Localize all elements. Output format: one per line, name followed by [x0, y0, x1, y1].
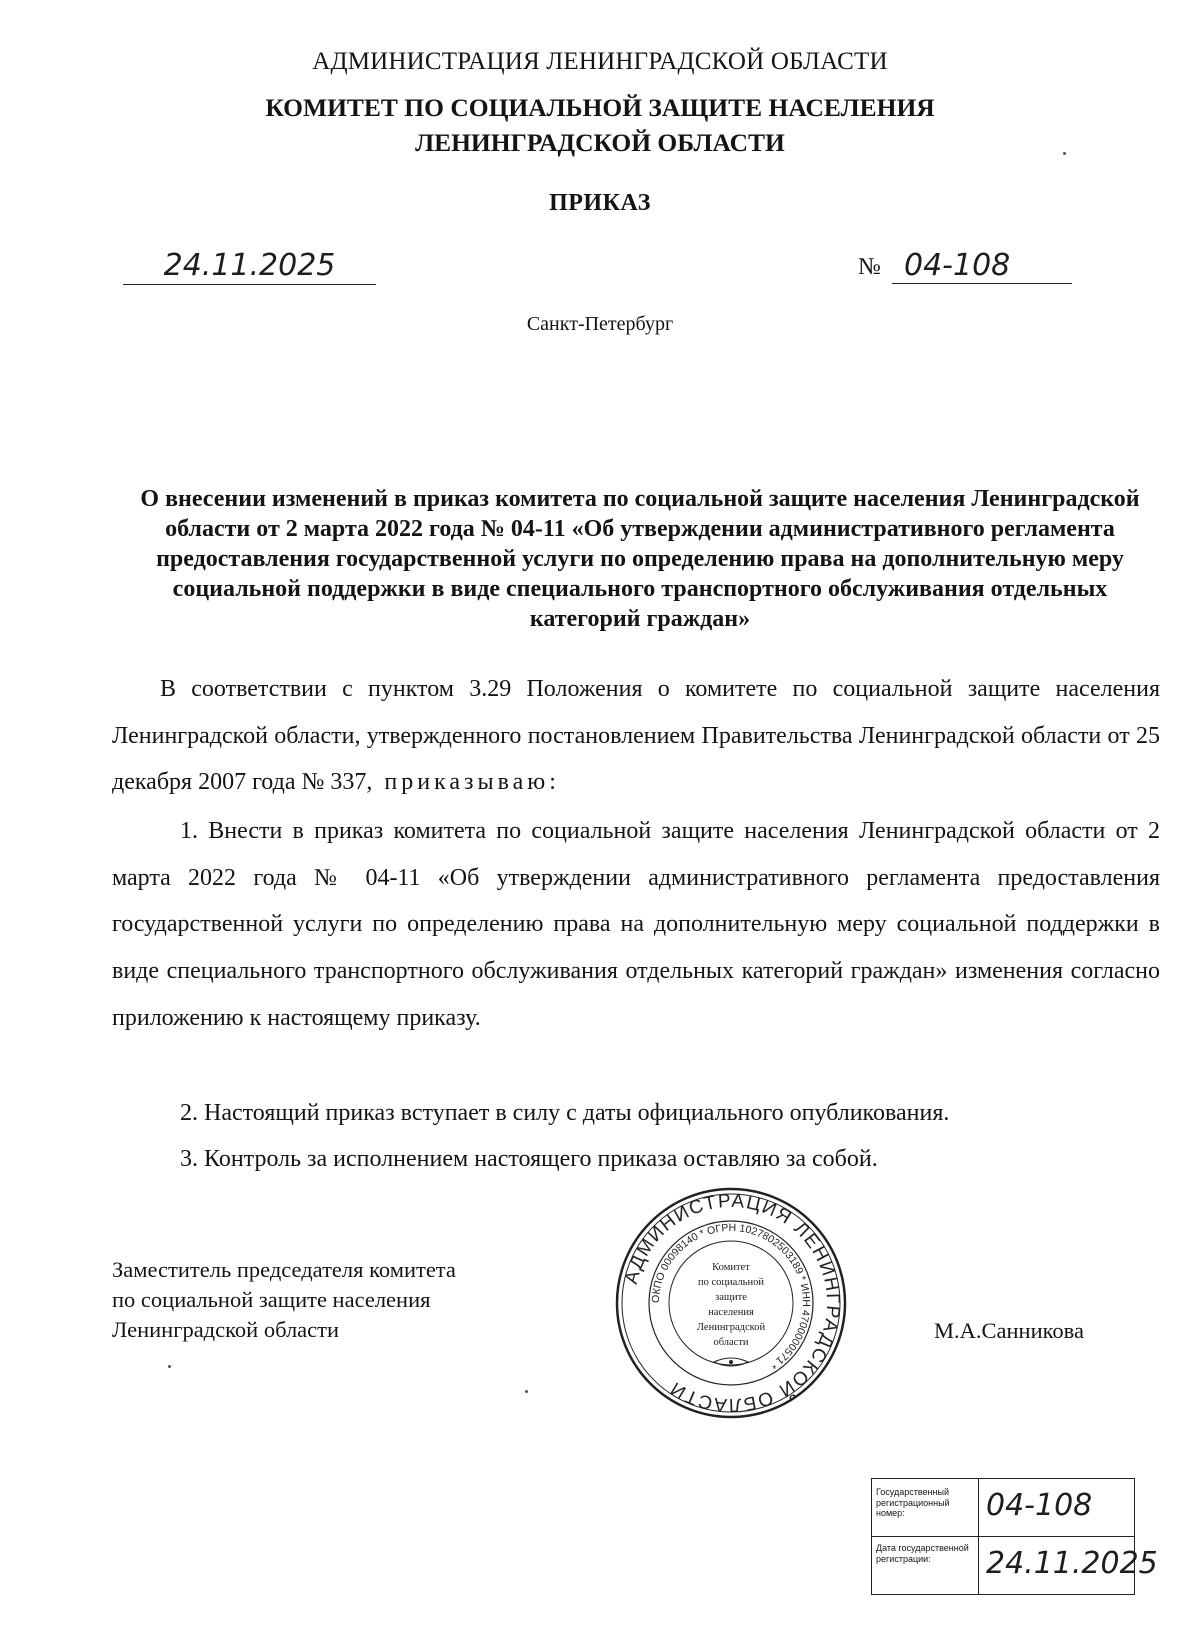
scan-speck: [168, 1365, 171, 1368]
item-2: 2. Настоящий приказ вступает в силу с даты официального опубликования.: [180, 1100, 950, 1126]
committee-line-2: ЛЕНИНГРАДСКОЙ ОБЛАСТИ: [415, 128, 785, 157]
seal-ring-text: ОКПО 00098140 * ОГРН 1027802503189 * ИНН 4700000571 *: [649, 1221, 813, 1372]
document-type: ПРИКАЗ: [549, 190, 651, 216]
position-line-1: Заместитель председателя комитета: [112, 1257, 456, 1282]
document-number: 04-108: [892, 248, 1072, 284]
city: Санкт-Петербург: [526, 313, 674, 335]
seal-center-line-4: населения: [708, 1307, 754, 1318]
signatory-position: [112, 1255, 456, 1345]
seal-center-line-3: защите: [715, 1292, 747, 1303]
position-line-3: Ленинградской области: [112, 1317, 340, 1342]
seal-center-line-5: Ленинградской: [696, 1322, 766, 1333]
registration-date-row: [872, 1537, 1158, 1594]
registration-date-label: Дата государственной регистрации:: [876, 1543, 969, 1564]
item-1: 1. Внести в приказ комитета по социальной защите населения Ленинградской области от 2 марта 2022 года № 04-11 «Об утверждении административного регламента предоставления государственной услуги по определению права на дополнительную меру социальной поддержки в виде специального транспортного обслуживания отдельных категорий граждан» изменения согласно приложению к настоящему приказу.: [112, 818, 1160, 1031]
position-line-2: по социальной защите населения: [112, 1287, 431, 1312]
document-date: 24.11.2025: [123, 248, 376, 285]
decree-word: приказываю:: [384, 769, 560, 796]
preamble-paragraph: [112, 666, 1160, 806]
seal-center-line-2: по социальной: [698, 1277, 764, 1288]
seal-center-line-6: области: [713, 1337, 749, 1348]
document-title: О внесении изменений в приказ комитета по социальной защите населения Ленинградской области от 2 марта 2022 года № 04-11 «Об утверждении административного регламента предоставления государственной услуги по определению права на дополнительную меру социальной поддержки в виде специального транспортного обслуживания отдельных категорий граждан»: [140, 486, 1140, 632]
committee-line-1: КОМИТЕТ ПО СОЦИАЛЬНОЙ ЗАЩИТЕ НАСЕЛЕНИЯ: [265, 93, 935, 122]
scan-speck: [1063, 152, 1066, 155]
registration-number-value: 04-108: [986, 1488, 1093, 1523]
number-label: №: [858, 254, 881, 280]
registration-number-label: Государственный регистрационный номер:: [876, 1487, 950, 1518]
committee-header: [0, 90, 1200, 160]
preamble-text: В соответствии с пунктом 3.29 Положения о комитете по социальной защите населения Ленинградской области, утвержденного постановлением Правительства Ленинградской области от 25 декабря 2007 года № 337,: [112, 676, 1160, 796]
item-3: 3. Контроль за исполнением настоящего приказа оставляю за собой.: [180, 1146, 878, 1172]
registration-number-row: [872, 1479, 1134, 1537]
official-seal: [614, 1186, 848, 1420]
registration-stamp: [871, 1478, 1158, 1595]
seal-outer-text: АДМИНИСТРАЦИЯ ЛЕНИНГРАДСКОЙ ОБЛАСТИ: [620, 1190, 844, 1416]
administration-header: АДМИНИСТРАЦИЯ ЛЕНИНГРАДСКОЙ ОБЛАСТИ: [312, 48, 888, 75]
scan-speck: [525, 1390, 528, 1393]
seal-center-line-1: Комитет: [712, 1262, 750, 1273]
registration-date-value: 24.11.2025: [986, 1546, 1158, 1581]
signatory-name: М.А.Санникова: [934, 1318, 1084, 1343]
